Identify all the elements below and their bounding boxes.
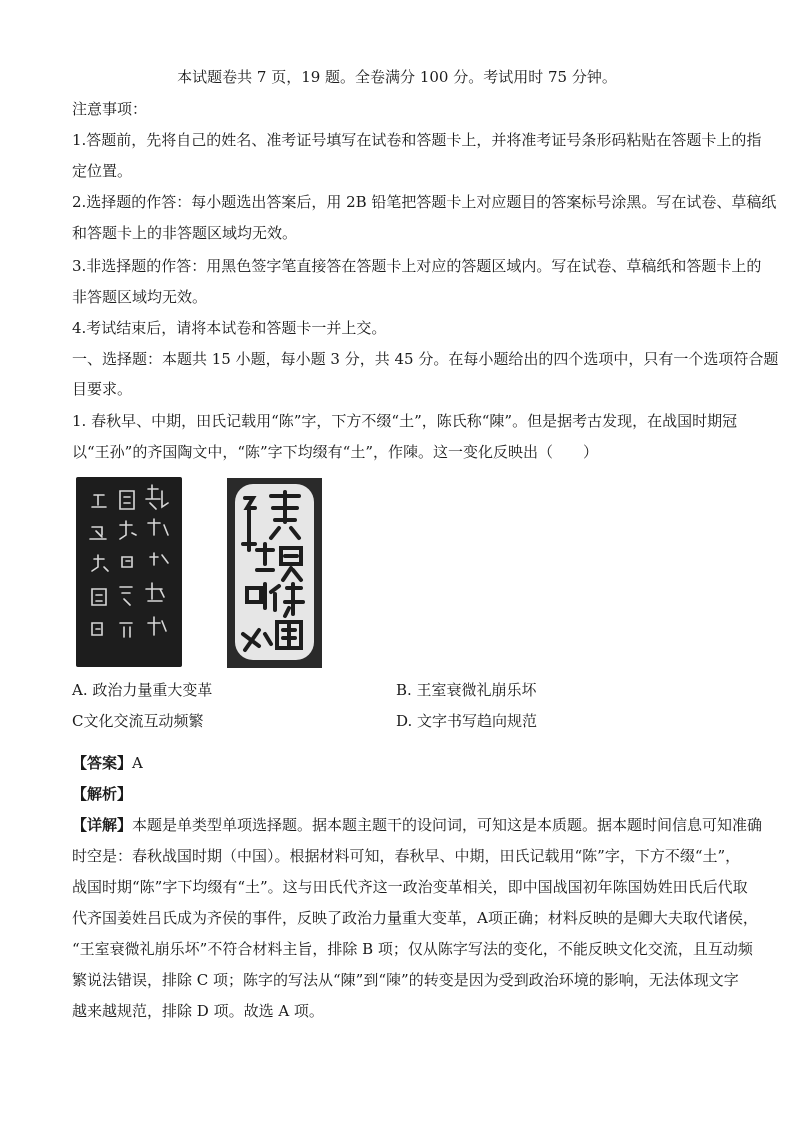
question-1-line-2: 以“王孙”的齐国陶文中，“陈”字下均缀有“土”，作𨻰。这一变化反映出（ ）: [72, 443, 599, 461]
analysis-text-1: 本题是单类型单项选择题。据本题主题干的设问词，可知这是本质题。据本题时间信息可知准确: [132, 816, 763, 834]
section-heading-line-1: 一、选择题：本题共 15 小题，每小题 3 分，共 45 分。在每小题给出的四个选项中，只有一个选项符合题: [72, 350, 779, 368]
analysis-line-4: 代齐国姜姓吕氏成为齐侯的事件，反映了政治力量重大变革，A项正确；材料反映的是卿大夫取代诸侯，: [72, 909, 758, 927]
analysis-line-7: 越来越规范，排除 D 项。故选 A 项。: [72, 1002, 324, 1020]
answer-label: 【答案】: [72, 754, 133, 772]
seal-glyphs: [235, 484, 314, 660]
option-b: B. 王室衰微礼崩乐坏: [396, 681, 537, 699]
option-d: D. 文字书写趋向规范: [396, 712, 538, 730]
pottery-seal-image: [227, 478, 322, 668]
analysis-line-1: [72, 815, 762, 835]
analysis-line-5: “王室衰微礼崩乐坏”不符合材料主旨，排除 B 项；仅从陈字写法的变化，不能反映文化交流，且互动频: [72, 940, 753, 958]
analysis-line-2: 时空是：春秋战国时期（中国）。根据材料可知，春秋早、中期，田氏记载用“陈”字，下方不缀“土”，: [72, 847, 741, 865]
analysis-line-6: 繁说法错误，排除 C 项；陈字的写法从“陳”到“𨻰”的转变是因为受到政治环境的影响，无法体现文字: [72, 971, 739, 989]
detail-label: 【详解】: [72, 816, 133, 834]
analysis-label: 【解析】: [72, 785, 133, 803]
note-1-line-2: 定位置。: [72, 162, 133, 180]
exam-info: 本试题卷共 7 页，19 题。全卷满分 100 分。考试用时 75 分钟。: [177, 68, 617, 86]
answer-value: A: [132, 754, 143, 772]
note-4: 4.考试结束后，请将本试卷和答题卡一并上交。: [72, 319, 387, 337]
question-1-line-1: 1. 春秋早、中期，田氏记载用“陈”字，下方不缀“土”，陈氏称“陳”。但是据考古发现，在战国时期冠: [72, 412, 738, 430]
note-3-line-2: 非答题区域均无效。: [72, 288, 208, 306]
analysis-line-3: 战国时期“陈”字下均缀有“土”。这与田氏代齐这一政治变革相关，即中国战国初年陈国妫姓田氏后代取: [72, 878, 748, 896]
inscription-rubbing-image: [76, 477, 182, 667]
notes-title: 注意事项：: [72, 100, 148, 118]
section-heading-line-2: 目要求。: [72, 380, 133, 398]
note-2-line-2: 和答题卡上的非答题区域均无效。: [72, 224, 298, 242]
seal-face: [235, 484, 314, 660]
inscription-glyphs: [76, 477, 182, 667]
option-a: A. 政治力量重大变革: [72, 681, 213, 699]
option-c: C文化交流互动频繁: [72, 712, 204, 730]
note-1-line-1: 1.答题前，先将自己的姓名、准考证号填写在试卷和答题卡上，并将准考证号条形码粘贴在答题卡上的指: [72, 131, 762, 149]
note-3-line-1: 3.非选择题的作答：用黑色签字笔直接答在答题卡上对应的答题区域内。写在试卷、草稿纸和答题卡上的: [72, 257, 762, 275]
answer-row: [72, 753, 143, 773]
note-2-line-1: 2.选择题的作答：每小题选出答案后，用 2B 铅笔把答题卡上对应题目的答案标号涂黑。写在试卷、草稿纸: [72, 193, 777, 211]
